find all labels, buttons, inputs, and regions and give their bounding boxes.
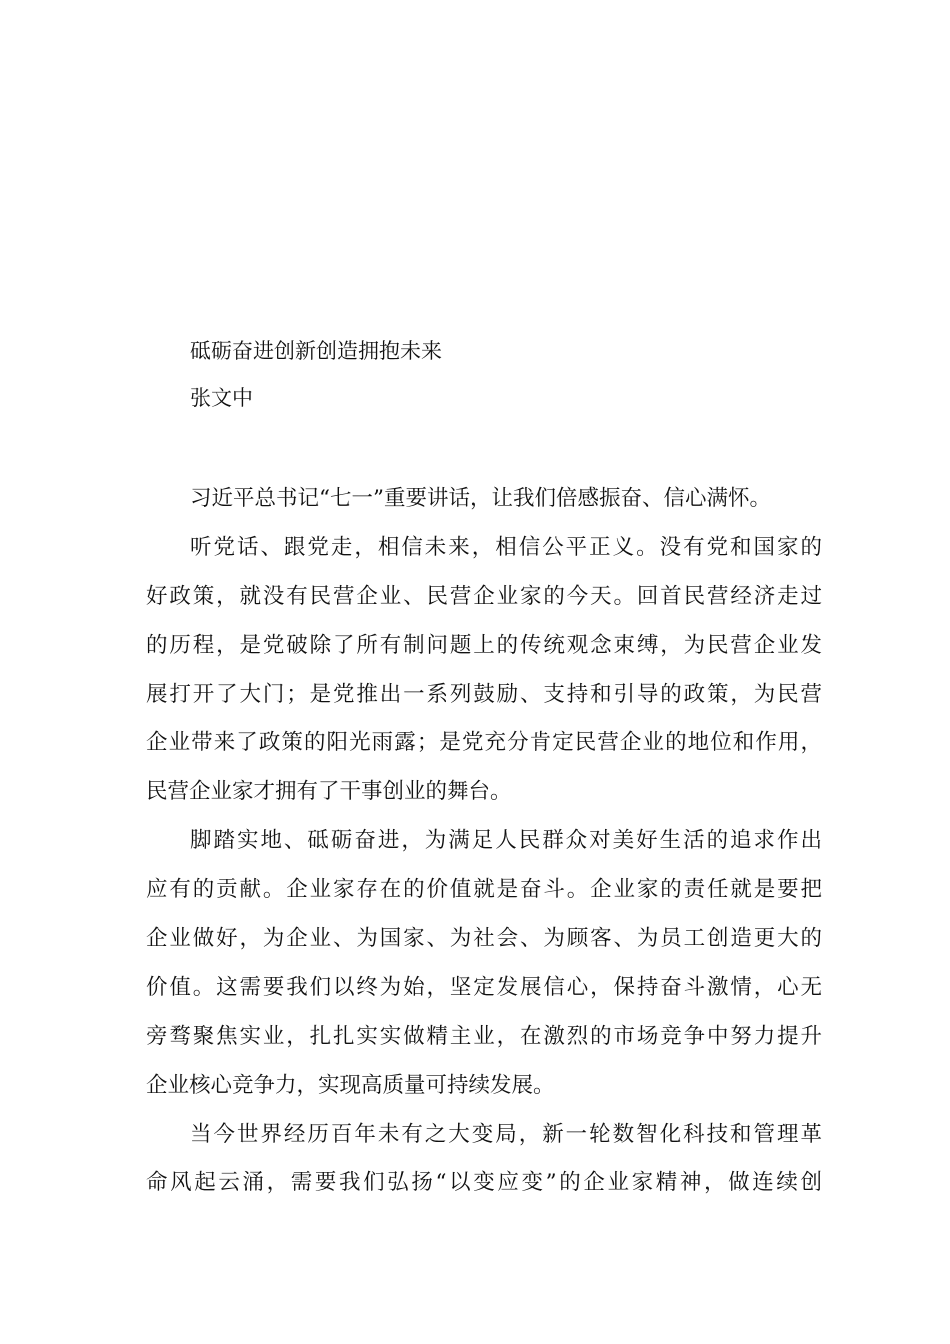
body-line: 企业核心竞争力，实现高质量可持续发展。 — [146, 1072, 555, 1098]
body-line: 命风起云涌，需要我们弘扬“以变应变”的企业家精神，做连续创 — [146, 1170, 822, 1196]
body-line: 当今世界经历百年未有之大变局，新一轮数智化科技和管理革 — [190, 1121, 822, 1147]
document-title: 砥砺奋进创新创造拥抱未来 — [190, 339, 442, 363]
body-line: 的历程，是党破除了所有制问题上的传统观念束缚，为民营企业发 — [146, 632, 822, 658]
body-line: 听党话、跟党走，相信未来，相信公平正义。没有党和国家的 — [190, 534, 822, 560]
document-author: 张文中 — [190, 386, 253, 410]
body-line: 价值。这需要我们以终为始，坚定发展信心，保持奋斗激情，心无 — [146, 974, 822, 1000]
body-line: 好政策，就没有民营企业、民营企业家的今天。回首民营经济走过 — [146, 583, 822, 609]
document-body — [146, 475, 822, 1208]
body-line: 习近平总书记“七一”重要讲话，让我们倍感振奋、信心满怀。 — [190, 486, 771, 511]
body-line: 脚踏实地、砥砺奋进，为满足人民群众对美好生活的追求作出 — [190, 828, 822, 854]
body-line: 企业做好，为企业、为国家、为社会、为顾客、为员工创造更大的 — [146, 926, 822, 952]
body-line: 民营企业家才拥有了干事创业的舞台。 — [146, 779, 512, 805]
body-line: 企业带来了政策的阳光雨露；是党充分肯定民营企业的地位和作用， — [146, 730, 822, 756]
body-line: 应有的贡献。企业家存在的价值就是奋斗。企业家的责任就是要把 — [146, 877, 822, 903]
body-line: 展打开了大门；是党推出一系列鼓励、支持和引导的政策，为民营 — [146, 681, 822, 707]
body-line: 旁骛聚焦实业，扎扎实实做精主业，在激烈的市场竞争中努力提升 — [146, 1023, 822, 1049]
